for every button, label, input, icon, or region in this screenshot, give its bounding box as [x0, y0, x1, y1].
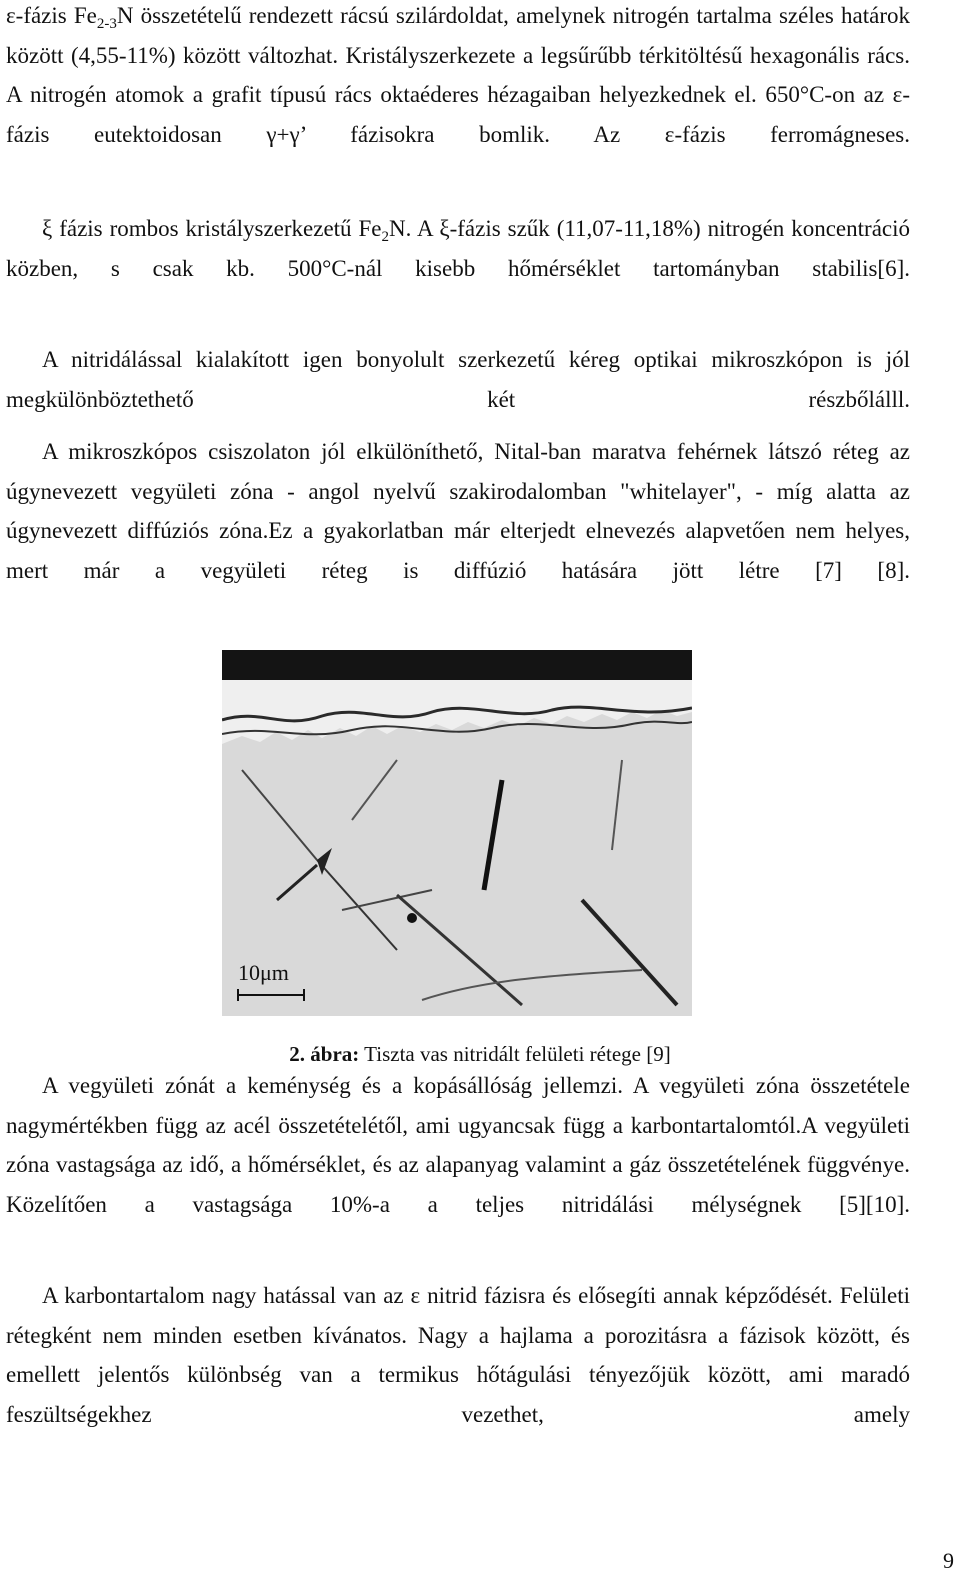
figure-caption-text: Tiszta vas nitridált felületi rétege [9] — [359, 1042, 671, 1066]
p2-text-b: N. A ξ-fázis szűk (11,07-11,18%) nitrogén koncentráció közben, s csak kb. 500°C-nál kisebb hőmérséklet tartományban stabilis[6]. — [6, 216, 910, 281]
paragraph-compound-zone-properties — [6, 1066, 910, 1224]
paragraph-nitrided-layer — [6, 340, 910, 419]
figure-caption-number: 2. ábra: — [289, 1042, 360, 1066]
paragraph-epsilon-phase — [6, 0, 910, 154]
p1-text-b: N összetételű rendezett rácsú szilárdoldat, amelynek nitrogén tartalma széles határok között (4,55-11%) között változhat. Kristályszerkezete a legsűrűbb térkitöltésű hexagonális rács. A nitrogén atomok a grafit típusú rács oktaéderes hézagaiban helyezkednek el. 650°C-on az ε-fázis eutektoidosan γ+γ’ fázisokra bomlik. Az ε-fázis ferromágneses. — [6, 3, 910, 147]
paragraph-xi-phase — [6, 209, 910, 288]
micrograph-image — [222, 650, 692, 1016]
p6-text: A karbontartalom nagy hatással van az ε nitrid fázisra és elősegíti annak képződését. Felületi rétegként nem minden esetben kívánatos. Nagy a hajlama a porozitásra a fázisok között, és emellett jelentős különbség van a termikus hőtágulási tényezőjük között, ami maradó feszültségekhez vezethet, amely — [6, 1283, 910, 1427]
paragraph-compound-zone — [6, 432, 910, 590]
p2-text-a: ξ fázis rombos kristályszerkezetű Fe — [42, 216, 382, 241]
p1-text-a: ε-fázis Fe — [6, 3, 97, 28]
p5-text: A vegyületi zónát a keménység és a kopásállóság jellemzi. A vegyületi zóna összetétele nagymértékben függ az acél összetételétől, ami ugyancsak függ a karbontartalomtól.A vegyületi zóna vastagsága az idő, a hőmérséklet, és az alapanyag valamint a gáz összetételének függvénye. Közelítően a vastagsága 10%-a a teljes nitridálási mélységnek [5][10]. — [6, 1073, 910, 1217]
p2-subscript: 2 — [381, 229, 390, 245]
p1-subscript: 2-3 — [96, 16, 117, 32]
page-number: 9 — [943, 1548, 954, 1573]
figure-caption — [0, 1040, 960, 1068]
p3-text: A nitridálással kialakított igen bonyolult szerkezetű kéreg optikai mikroszkópon is jól megkülönböztethető két részbőlálll. — [6, 347, 910, 412]
p4-text: A mikroszkópos csiszolaton jól elkülöníthető, Nital-ban maratva fehérnek látszó réteg az úgynevezett vegyületi zóna - angol nyelvű szakirodalomban "whitelayer", - míg alatta az úgynevezett diffúziós zóna.Ez a gyakorlatban már elterjedt elnevezés alapvetően nem helyes, mert már a vegyületi réteg is diffúzió hatására jött létre [7] [8]. — [6, 439, 910, 583]
paragraph-carbon-content — [6, 1276, 910, 1434]
scale-bar-label: 10μm — [238, 960, 289, 985]
